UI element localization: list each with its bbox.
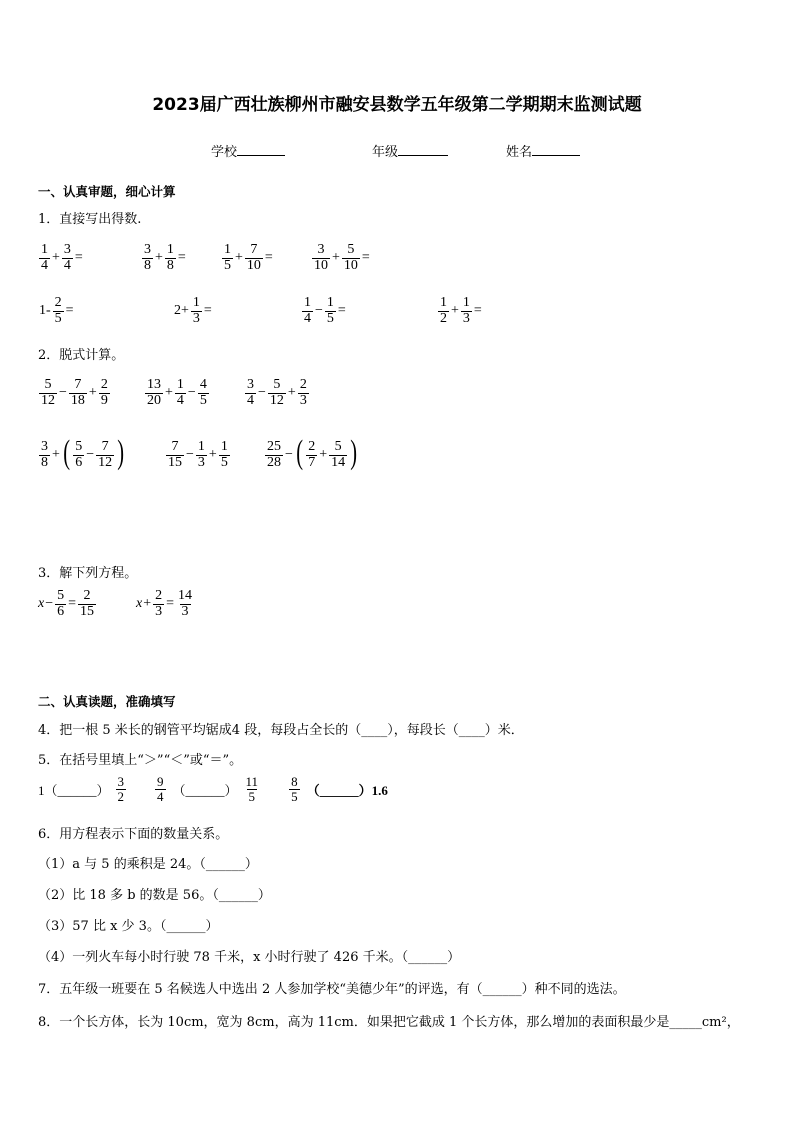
q2-expr-1: $\frac{5}{12}$ − $\frac{7}{18}$ + $\frac{2}{9}$ (41, 377, 108, 408)
q5-text: 5．在括号里填上“＞”“＜”或“＝”。 (38, 753, 243, 768)
name-label: 姓名 (506, 145, 533, 160)
q1-expr-8: $\frac{1}{2}$ + $\frac{1}{3}$ = (440, 295, 482, 326)
q1-expr-3: $\frac{1}{5}$ + $\frac{7}{10}$ = (224, 242, 273, 273)
q1-label: 1．直接写出得数. (38, 212, 142, 227)
q6-item-2: （2）比 18 多 b 的数是 56。（______） (38, 888, 271, 903)
q6-text: 6．用方程表示下面的数量关系。 (38, 827, 229, 842)
q1-expr-2: $\frac{3}{8}$ + $\frac{1}{8}$ = (144, 242, 186, 273)
q8-text: 8．一个长方体，长为 10cm，宽为 8cm，高为 11cm．如果把它截成 1 个长方体，那么增加的表面积最少是_____cm²， (38, 1015, 740, 1030)
grade-label: 年级 (372, 145, 399, 160)
q1-expr-4: $\frac{3}{10}$ + $\frac{5}{10}$ = (314, 242, 370, 273)
q2-expr-4: $\frac{3}{8}$ + ( $\frac{5}{6}$ − $\frac{7}{12}$ ) (41, 434, 125, 472)
q5-items: 1（______） $\frac{3}{2}$ $\frac{9}{4}$ （______） $\frac{11}{5}$ $\frac{8}{5}$ （______）1.6 (38, 774, 388, 804)
school-blank[interactable] (237, 143, 285, 156)
q6-item-3: （3）57 比 x 少 3。（______） (38, 919, 219, 934)
q5-tail[interactable]: （______）1.6 (306, 782, 388, 798)
q2-expr-2: $\frac{13}{20}$ + $\frac{1}{4}$ − $\frac{4}{5}$ (147, 377, 207, 408)
name-field (506, 141, 580, 160)
q3-equation-1: x − $\frac{5}{6}$ = $\frac{2}{15}$ (38, 588, 95, 619)
q6-item-4: （4）一列火车每小时行驶 78 千米，x 小时行驶了 426 千米。（______） (38, 950, 461, 965)
grade-blank[interactable] (398, 143, 448, 156)
name-blank[interactable] (532, 143, 580, 156)
q2-label: 2．脱式计算。 (38, 348, 125, 363)
q1-expr-5: 1- $\frac{2}{5}$ = (39, 295, 74, 326)
q6-item-1: （1）a 与 5 的乘积是 24。（______） (38, 857, 258, 872)
q3-label: 3．解下列方程。 (38, 566, 138, 581)
q2-expr-3: $\frac{3}{4}$ − $\frac{5}{12}$ + $\frac{2}{3}$ (247, 377, 307, 408)
q5-lead[interactable]: 1（______） (38, 782, 110, 798)
q3-equation-2: x + $\frac{2}{3}$ = $\frac{14}{3}$ (136, 588, 193, 619)
q1-expr-6: 2+ $\frac{1}{3}$ = (174, 295, 212, 326)
school-label: 学校 (211, 145, 238, 160)
q2-expr-5: $\frac{7}{15}$ − $\frac{1}{3}$ + $\frac{1}{5}$ (168, 439, 228, 470)
grade-field (372, 141, 448, 160)
q1-expr-7: $\frac{1}{4}$ − $\frac{1}{5}$ = (304, 295, 346, 326)
q7-text: 7．五年级一班要在 5 名候选人中选出 2 人参加学校“美德少年”的评选，有（______）种不同的选法。 (38, 982, 626, 997)
q5-mid[interactable]: （______） (172, 782, 238, 798)
page-title: 2023届广西壮族柳州市融安县数学五年级第二学期期末监测试题 (152, 95, 642, 115)
q1-expr-1: $\frac{1}{4}$ + $\frac{3}{4}$ = (41, 242, 83, 273)
section1-heading: 一、认真审题，细心计算 (38, 184, 176, 199)
section2-heading: 二、认真读题，准确填写 (38, 694, 176, 709)
q4-text: 4．把一根 5 米长的钢管平均锯成4 段，每段占全长的（____），每段长（____）米． (38, 723, 524, 738)
school-field (211, 141, 285, 160)
q2-expr-6: $\frac{25}{28}$ − ( $\frac{2}{7}$ + $\frac{5}{14}$ ) (267, 434, 358, 472)
